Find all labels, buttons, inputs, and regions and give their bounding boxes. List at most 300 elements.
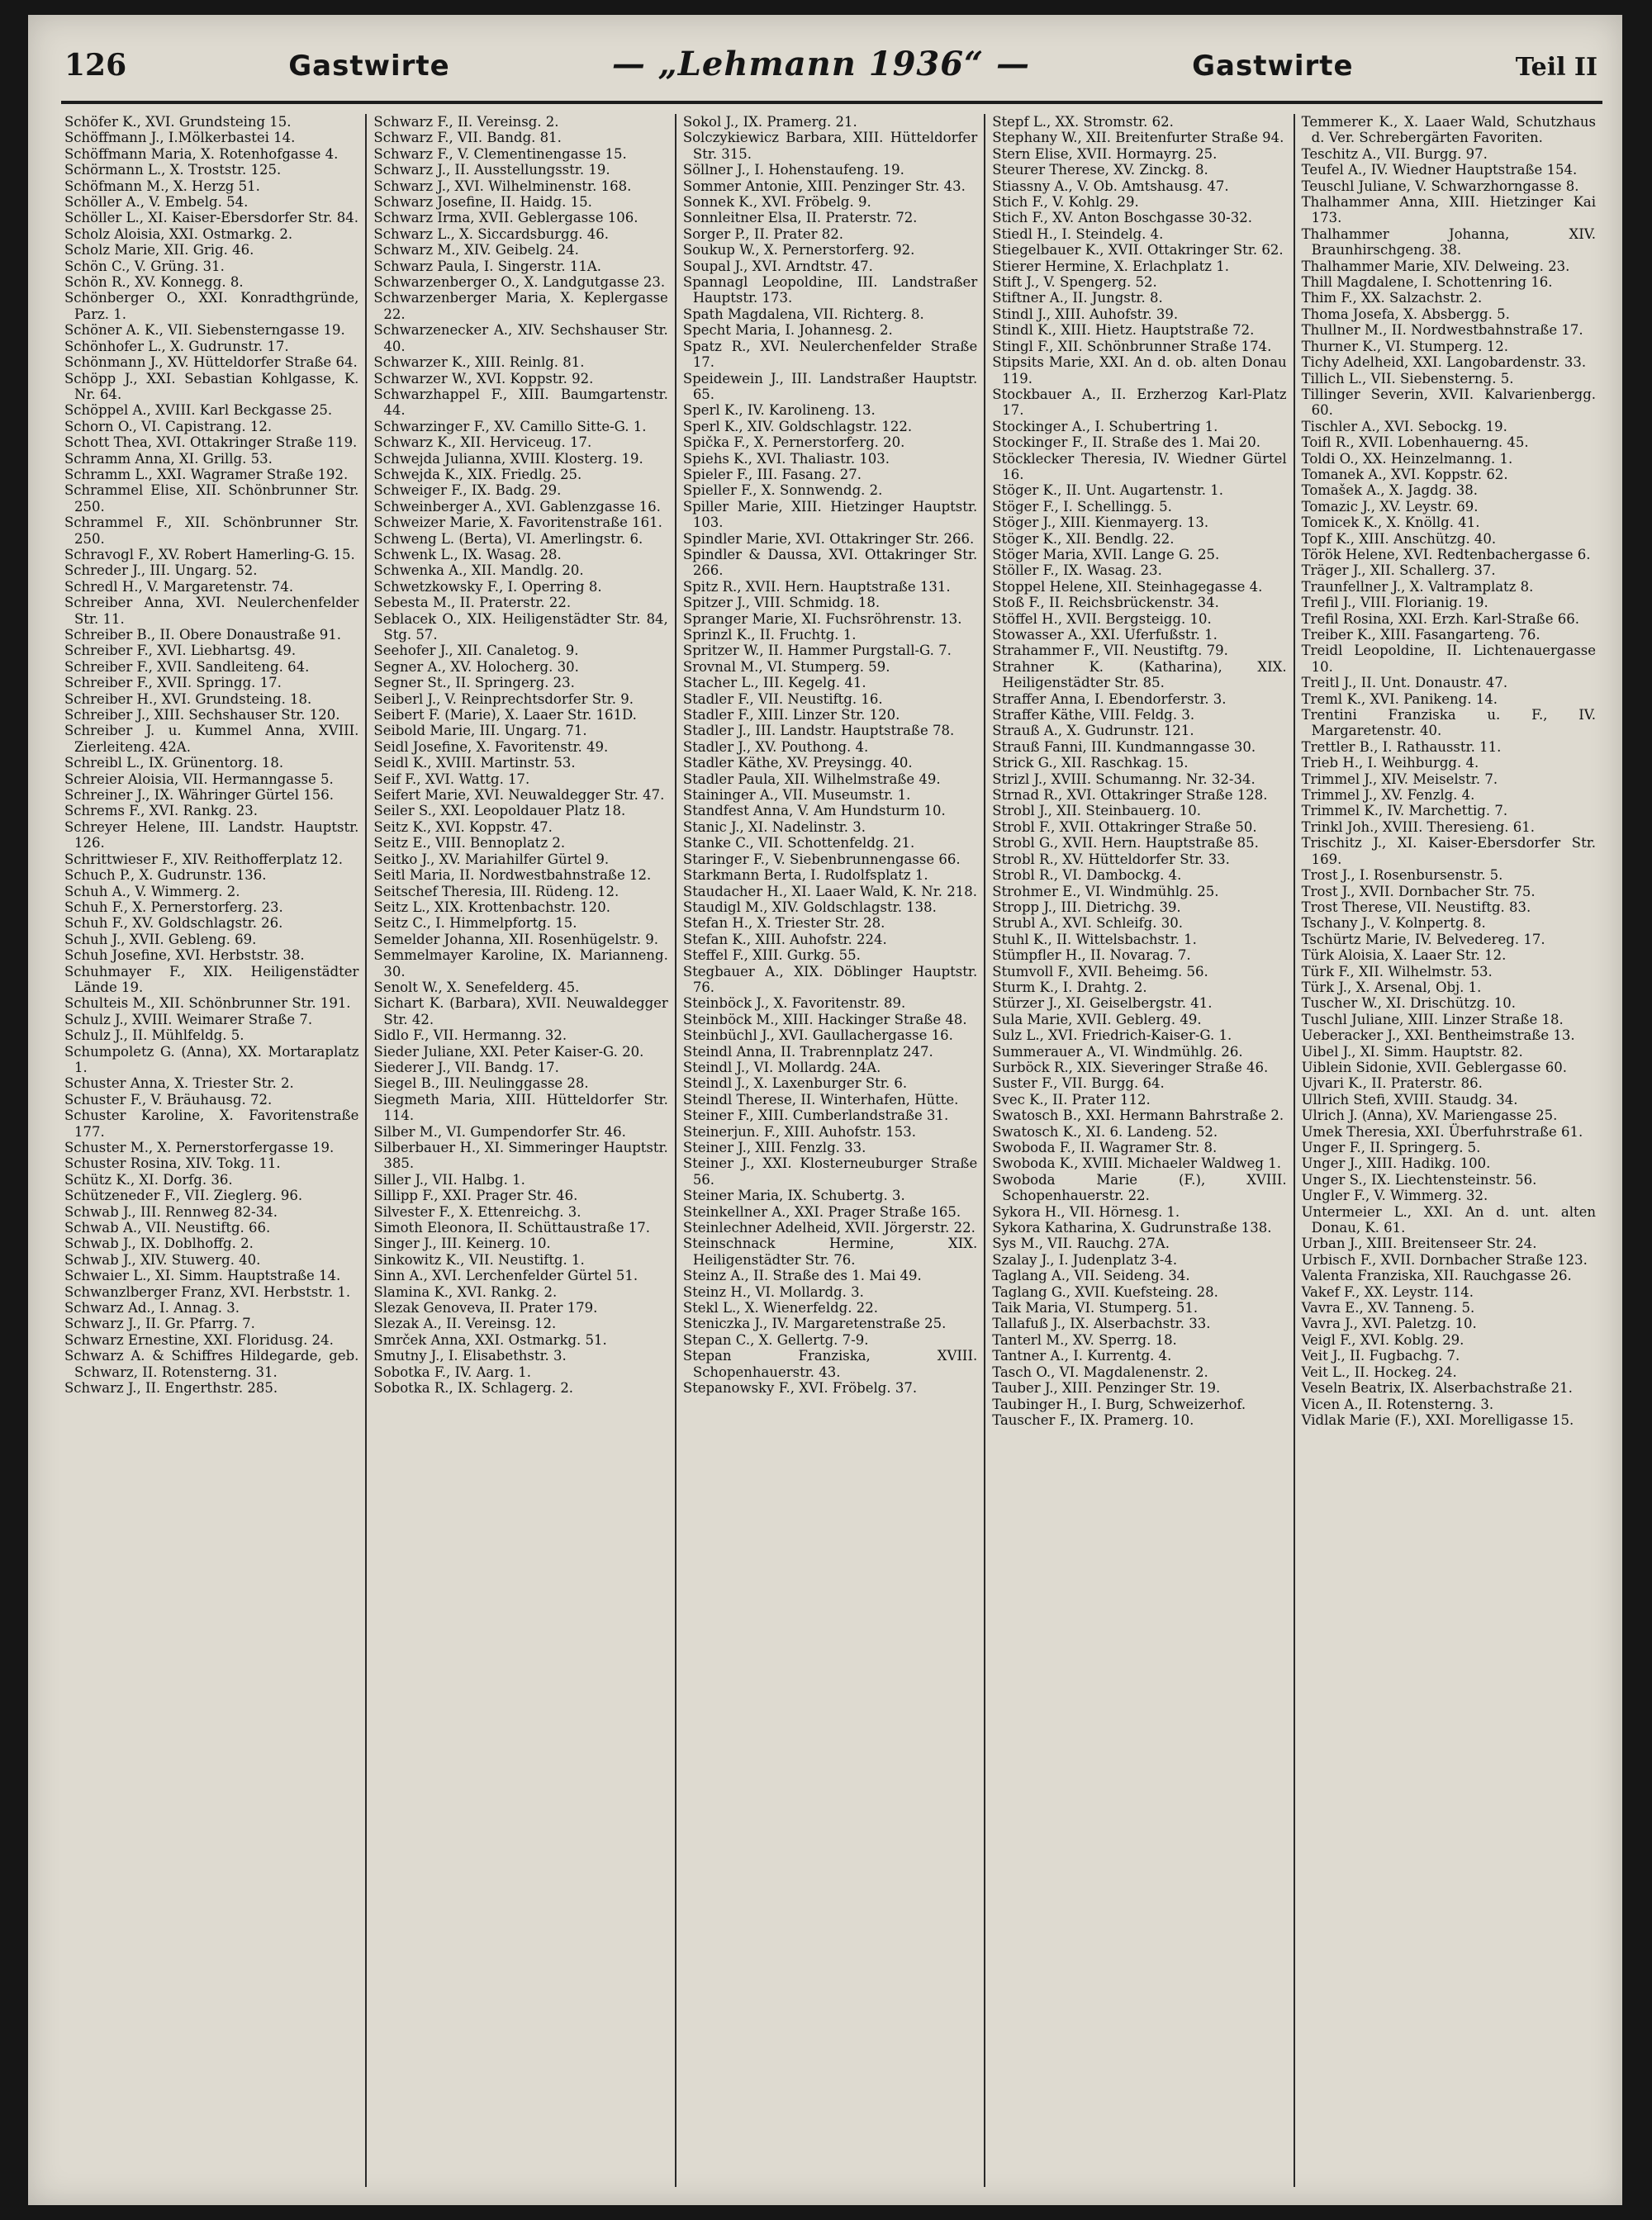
directory-entry: Urban J., XIII. Breitenseer Str. 24.: [1301, 1236, 1537, 1252]
directory-entry: Siederer J., VII. Bandg. 17.: [373, 1059, 559, 1075]
directory-entry: Sula Marie, XVII. Geblerg. 49.: [992, 1011, 1202, 1027]
directory-entry: Stockinger F., II. Straße des 1. Mai 20.: [992, 434, 1261, 451]
directory-entry: Spindler & Daussa, XVI. Ottakringer Str. 266.: [682, 546, 978, 579]
directory-entry: Stöger K., II. Unt. Augartenstr. 1.: [992, 482, 1224, 499]
directory-entry: Valenta Franziska, XII. Rauchgasse 26.: [1301, 1268, 1572, 1284]
directory-entry: Sichart K. (Barbara), XVII. Neuwaldegger Str. 42.: [373, 995, 668, 1027]
directory-entry: Trost J., XVII. Dornbacher Str. 75.: [1301, 883, 1536, 899]
directory-entry: Treitl J., II. Unt. Donaustr. 47.: [1301, 675, 1508, 691]
directory-entry: Scholz Marie, XII. Grig. 46.: [64, 242, 254, 259]
directory-entry: Stefan K., XIII. Auhofstr. 224.: [682, 931, 887, 947]
directory-entry: Schwab J., IX. Doblhoffg. 2.: [64, 1236, 254, 1252]
directory-entry: Schöner A. K., VII. Siebensterngasse 19.: [64, 322, 345, 339]
directory-entry: Schulteis M., XII. Schönbrunner Str. 191.: [64, 995, 351, 1012]
directory-entry: Stegbauer A., XIX. Döblinger Hauptstr. 76.: [682, 963, 978, 995]
directory-entry: Stoppel Helene, XII. Steinhagegasse 4.: [992, 578, 1263, 595]
directory-entry: Schreiber H., XVI. Grundsteing. 18.: [64, 690, 312, 707]
directory-columns: [64, 114, 1602, 2187]
directory-entry: Stuhl K., II. Wittelsbachstr. 1.: [992, 931, 1197, 947]
directory-entry: Schöffmann J., I.Mölkerbastei 14.: [64, 130, 296, 146]
directory-entry: Ujvari K., II. Praterstr. 86.: [1301, 1075, 1483, 1092]
directory-entry: Steniczka J., IV. Margaretenstraße 25.: [682, 1316, 947, 1332]
directory-entry: Schöffmann Maria, X. Rotenhofgasse 4.: [64, 145, 339, 162]
directory-entry: Stephany W., XII. Breitenfurter Straße 94.: [992, 130, 1284, 146]
directory-entry: Stropp J., III. Dietrichg. 39.: [992, 899, 1181, 915]
directory-entry: Schuster Karoline, X. Favoritenstraße 177.: [64, 1108, 359, 1140]
directory-entry: Standfest Anna, V. Am Hundsturm 10.: [682, 803, 946, 819]
directory-entry: Stoß F., II. Reichsbrückenstr. 34.: [992, 595, 1219, 611]
directory-entry: Senolt W., X. Senefelderg. 45.: [373, 979, 580, 995]
directory-entry: Strizl J., XVIII. Schumanng. Nr. 32-34.: [992, 771, 1256, 787]
directory-entry: Schwab J., XIV. Stuwerg. 40.: [64, 1251, 261, 1268]
directory-entry: Unger S., IX. Liechtensteinstr. 56.: [1301, 1171, 1537, 1188]
directory-entry: Schwenka A., XII. Mandlg. 20.: [373, 562, 584, 579]
directory-entry: Schreiber F., XVII. Springg. 17.: [64, 675, 282, 691]
directory-entry: Schuh F., X. Pernerstorferg. 23.: [64, 899, 283, 915]
directory-entry: Traunfellner J., X. Valtramplatz 8.: [1301, 578, 1534, 595]
directory-entry: Trefil J., VIII. Florianig. 19.: [1301, 595, 1488, 611]
directory-entry: Schwaier L., XI. Simm. Hauptstraße 14.: [64, 1268, 341, 1284]
directory-entry: Schwejda Julianna, XVIII. Klosterg. 19.: [373, 450, 643, 467]
directory-entry: Schweng L. (Berta), VI. Amerlingstr. 6.: [373, 530, 643, 547]
directory-entry: Stich F., V. Kohlg. 29.: [992, 194, 1139, 211]
directory-entry: Soupal J., XVI. Arndtstr. 47.: [682, 258, 873, 274]
directory-entry: Sommer Antonie, XIII. Penzinger Str. 43.: [682, 178, 966, 194]
directory-entry: Uibel J., XI. Simm. Hauptstr. 82.: [1301, 1043, 1523, 1060]
directory-entry: Schwarzenberger O., X. Landgutgasse 23.: [373, 274, 666, 291]
directory-entry: Schönhofer L., X. Gudrunstr. 17.: [64, 338, 289, 354]
directory-entry: Trimmel J., XIV. Meiselstr. 7.: [1301, 771, 1498, 787]
directory-entry: Schramm Anna, XI. Grillg. 53.: [64, 450, 273, 467]
directory-entry: Seitl Maria, II. Nordwestbahnstraße 12.: [373, 867, 652, 884]
directory-entry: Schwarz M., XIV. Geibelg. 24.: [373, 242, 579, 259]
directory-entry: Semmelmayer Karoline, IX. Marianneng. 30.: [373, 947, 668, 980]
directory-entry: Steinlechner Adelheid, XVII. Jörgerstr. 22.: [682, 1220, 976, 1236]
directory-entry: Steinz H., VI. Mollardg. 3.: [682, 1283, 864, 1300]
directory-entry: Schuster Rosina, XIV. Tokg. 11.: [64, 1155, 281, 1172]
directory-entry: Seibert F. (Marie), X. Laaer Str. 161D.: [373, 707, 637, 723]
directory-entry: Sonnek K., XVI. Fröbelg. 9.: [682, 194, 871, 211]
directory-entry: Tuscher W., XI. Drischützg. 10.: [1301, 995, 1517, 1012]
directory-entry: Söllner J., I. Hohenstaufeng. 19.: [682, 162, 904, 178]
directory-entry: Segner A., XV. Holocherg. 30.: [373, 658, 579, 675]
directory-entry: Urbisch F., XVII. Dornbacher Straße 123.: [1301, 1251, 1588, 1268]
directory-entry: Stadler Käthe, XV. Preysingg. 40.: [682, 755, 913, 771]
directory-entry: Steiner J., XIII. Fenzlg. 33.: [682, 1140, 866, 1155]
directory-entry: Ungler F., V. Wimmerg. 32.: [1301, 1188, 1488, 1204]
directory-entry: Thoma Josefa, X. Absbergg. 5.: [1301, 306, 1510, 322]
directory-entry: Thalhammer Marie, XIV. Delweing. 23.: [1301, 258, 1570, 274]
directory-entry: Schwarz F., II. Vereinsg. 2.: [373, 114, 559, 130]
directory-entry: Swoboda Marie (F.), XVIII. Schopenhauerstr. 22.: [992, 1171, 1287, 1204]
directory-entry: Stern Elise, XVII. Hormayrg. 25.: [992, 145, 1218, 162]
directory-entry: Sturm K., I. Drahtg. 2.: [992, 979, 1147, 995]
directory-entry: Sokol J., IX. Pramerg. 21.: [682, 114, 857, 130]
directory-entry: Trimmel K., IV. Marchettig. 7.: [1301, 803, 1508, 819]
directory-entry: Spranger Marie, XI. Fuchsröhrenstr. 13.: [682, 610, 962, 627]
directory-entry: Stiassny A., V. Ob. Amtshausg. 47.: [992, 178, 1229, 194]
directory-entry: Spatz R., XVI. Neulerchenfelder Straße 17.: [682, 338, 978, 371]
section-title-left: Gastwirte: [288, 50, 450, 83]
directory-entry: Trefil Rosina, XXI. Erzh. Karl-Straße 66.: [1301, 610, 1579, 627]
directory-entry: Schreiber Anna, XVI. Neulerchenfelder Str. 11.: [64, 595, 359, 627]
directory-entry: Stadler F., VII. Neustiftg. 16.: [682, 690, 883, 707]
directory-entry: Schreiner J., IX. Währinger Gürtel 156.: [64, 787, 335, 804]
directory-entry: Vidlak Marie (F.), XXI. Morelligasse 15.: [1301, 1411, 1574, 1428]
directory-page: [28, 15, 1622, 2205]
directory-entry: Sprinzl K., II. Fruchtg. 1.: [682, 627, 857, 643]
directory-entry: Stadler F., XIII. Linzer Str. 120.: [682, 707, 900, 723]
directory-entry: Stift J., V. Spengerg. 52.: [992, 274, 1157, 291]
directory-entry: Trentini Franziska u. F., IV. Margaretenstr. 40.: [1301, 707, 1597, 739]
directory-entry: Schrittwieser F., XIV. Reithofferplatz 12.: [64, 851, 344, 867]
directory-entry: Silvester F., X. Ettenreichg. 3.: [373, 1203, 582, 1220]
directory-entry: Stiftner A., II. Jungstr. 8.: [992, 290, 1163, 306]
directory-entry: Schwarz K., XII. Herviceug. 17.: [373, 434, 592, 451]
directory-entry: Steurer Therese, XV. Zinckg. 8.: [992, 162, 1208, 178]
directory-entry: Trost J., I. Rosenbursenstr. 5.: [1301, 867, 1503, 884]
directory-entry: Schwarz J., II. Gr. Pfarrg. 7.: [64, 1316, 255, 1332]
directory-entry: Smutny J., I. Elisabethstr. 3.: [373, 1348, 567, 1364]
directory-entry: Tuschl Juliane, XIII. Linzer Straße 18.: [1301, 1011, 1564, 1027]
directory-entry: Speidewein J., III. Landstraßer Hauptstr. 65.: [682, 370, 978, 402]
directory-entry: Slezak Genoveva, II. Prater 179.: [373, 1300, 598, 1316]
directory-entry: Thill Magdalene, I. Schottenring 16.: [1301, 274, 1553, 291]
directory-entry: Tomazic J., XV. Leystr. 69.: [1301, 498, 1479, 515]
directory-entry: Srovnal M., VI. Stumperg. 59.: [682, 658, 890, 675]
directory-entry: Swoboda F., II. Wagramer Str. 8.: [992, 1140, 1218, 1155]
directory-entry: Straffer Anna, I. Ebendorferstr. 3.: [992, 690, 1227, 707]
directory-entry: Schwarz F., VII. Bandg. 81.: [373, 130, 562, 146]
directory-entry: Schuster Anna, X. Triester Str. 2.: [64, 1075, 294, 1092]
directory-entry: Spiehs K., XVI. Thaliastr. 103.: [682, 450, 890, 467]
directory-entry: Toldi O., XX. Heinzelmanng. 1.: [1301, 450, 1513, 467]
directory-entry: Topf K., XIII. Anschützg. 40.: [1301, 530, 1497, 547]
directory-entry: Török Helene, XVI. Redtenbachergasse 6.: [1301, 546, 1591, 562]
directory-entry: Sperl K., IV. Karolineng. 13.: [682, 402, 876, 419]
column-1: [64, 114, 365, 2187]
directory-entry: Veigl F., XVI. Koblg. 29.: [1301, 1331, 1464, 1348]
directory-entry: Taglang A., VII. Seideng. 34.: [992, 1268, 1190, 1284]
directory-entry: Schredl H., V. Margaretenstr. 74.: [64, 578, 294, 595]
directory-entry: Schwarzinger F., XV. Camillo Sitte-G. 1.: [373, 418, 647, 434]
directory-entry: Surböck R., XIX. Sieveringer Straße 46.: [992, 1059, 1269, 1075]
directory-entry: Stadler J., III. Landstr. Hauptstraße 78.: [682, 723, 955, 739]
directory-entry: Strauß A., X. Gudrunstr. 121.: [992, 723, 1194, 739]
directory-entry: Teuschl Juliane, V. Schwarzhorngasse 8.: [1301, 178, 1579, 194]
directory-entry: Taubinger H., I. Burg, Schweizerhof.: [992, 1396, 1246, 1412]
directory-entry: Seiberl J., V. Reinprechtsdorfer Str. 9.: [373, 690, 634, 707]
directory-entry: Sobotka R., IX. Schlagerg. 2.: [373, 1380, 574, 1397]
directory-entry: Stefan H., X. Triester Str. 28.: [682, 915, 885, 932]
directory-entry: Seitz L., XIX. Krottenbachstr. 120.: [373, 899, 610, 915]
directory-entry: Szalay J., I. Judenplatz 3-4.: [992, 1251, 1178, 1268]
directory-entry: Steindl Therese, II. Winterhafen, Hütte.: [682, 1091, 959, 1108]
directory-entry: Stekl L., X. Wienerfeldg. 22.: [682, 1300, 878, 1316]
directory-entry: Schwab J., III. Rennweg 82-34.: [64, 1203, 278, 1220]
directory-entry: Svec K., II. Prater 112.: [992, 1091, 1151, 1108]
directory-entry: Schwejda K., XIX. Friedlg. 25.: [373, 466, 582, 482]
directory-entry: Tanterl M., XV. Sperrg. 18.: [992, 1331, 1177, 1348]
directory-entry: Schuster M., X. Pernerstorfergasse 19.: [64, 1140, 335, 1155]
page-number: 126: [64, 48, 127, 83]
directory-entry: Tasch O., VI. Magdalenenstr. 2.: [992, 1364, 1208, 1380]
directory-entry: Stiedl H., I. Steindelg. 4.: [992, 225, 1164, 242]
directory-entry: Schwarzenecker A., XIV. Sechshauser Str. 40.: [373, 322, 668, 354]
directory-entry: Smrček Anna, XXI. Ostmarkg. 51.: [373, 1331, 607, 1348]
directory-entry: Vicen A., II. Rotensterng. 3.: [1301, 1396, 1494, 1412]
directory-entry: Suster F., VII. Burgg. 64.: [992, 1075, 1165, 1092]
directory-entry: Schöfmann M., X. Herzg 51.: [64, 178, 260, 194]
directory-entry: Toifl R., XVII. Lobenhauerng. 45.: [1301, 434, 1529, 451]
directory-entry: Staringer F., V. Siebenbrunnengasse 66.: [682, 851, 961, 867]
directory-entry: Stowasser A., XXI. Uferfußstr. 1.: [992, 627, 1218, 643]
directory-entry: Schwetzkowsky F., I. Operring 8.: [373, 578, 602, 595]
directory-entry: Treml K., XVI. Panikeng. 14.: [1301, 690, 1498, 707]
directory-entry: Tauber J., XIII. Penzinger Str. 19.: [992, 1380, 1221, 1397]
directory-entry: Unger J., XIII. Hadikg. 100.: [1301, 1155, 1491, 1172]
directory-entry: Schramm L., XXI. Wagramer Straße 192.: [64, 466, 349, 482]
directory-entry: Strauß Fanni, III. Kundmanngasse 30.: [992, 738, 1256, 755]
directory-entry: Strobl F., XVII. Ottakringer Straße 50.: [992, 818, 1257, 835]
directory-entry: Schulz J., XVIII. Weimarer Straße 7.: [64, 1011, 313, 1027]
directory-entry: Spička F., X. Pernerstorferg. 20.: [682, 434, 905, 451]
directory-entry: Schwarz L., X. Siccardsburgg. 46.: [373, 225, 610, 242]
directory-entry: Schrems F., XVI. Rankg. 23.: [64, 803, 259, 819]
directory-entry: Strobl R., VI. Dambockg. 4.: [992, 867, 1182, 884]
directory-entry: Trettler B., I. Rathausstr. 11.: [1301, 738, 1502, 755]
directory-entry: Sulz L., XVI. Friedrich-Kaiser-G. 1.: [992, 1027, 1232, 1044]
directory-entry: Staudacher H., XI. Laaer Wald, K. Nr. 218.: [682, 883, 978, 899]
directory-entry: Teschitz A., VII. Burgg. 97.: [1301, 145, 1488, 162]
directory-entry: Thurner K., VI. Stumperg. 12.: [1301, 338, 1508, 354]
column-3: [675, 114, 984, 2187]
directory-entry: Tantner A., I. Kurrentg. 4.: [992, 1348, 1172, 1364]
directory-entry: Stöger J., XIII. Kienmayerg. 13.: [992, 515, 1209, 531]
directory-entry: Schorn O., VI. Capistrang. 12.: [64, 418, 273, 434]
directory-entry: Schwarz Ad., I. Annag. 3.: [64, 1300, 240, 1316]
column-4: [984, 114, 1293, 2187]
directory-entry: Schöller A., V. Embelg. 54.: [64, 194, 249, 211]
directory-entry: Schreiber J., XIII. Sechshauser Str. 120.: [64, 707, 340, 723]
directory-entry: Thalhammer Anna, XIII. Hietzinger Kai 173.: [1301, 194, 1597, 226]
directory-entry: Schwarzenberger Maria, X. Keplergasse 22.: [373, 290, 668, 322]
directory-entry: Stacher L., III. Kegelg. 41.: [682, 675, 866, 691]
directory-entry: Schön C., V. Grüng. 31.: [64, 258, 225, 274]
directory-entry: Stepf L., XX. Stromstr. 62.: [992, 114, 1174, 130]
directory-entry: Steinerjun. F., XIII. Auhofstr. 153.: [682, 1123, 916, 1140]
directory-entry: Schützeneder F., VII. Zieglerg. 96.: [64, 1188, 303, 1204]
directory-entry: Strobl J., XII. Steinbauerg. 10.: [992, 803, 1201, 819]
directory-entry: Temmerer K., X. Laaer Wald, Schutzhaus d. Ver. Schrebergärten Favoriten.: [1301, 114, 1597, 146]
directory-entry: Veseln Beatrix, IX. Alserbachstraße 21.: [1301, 1380, 1573, 1397]
directory-entry: Stöffel H., XVII. Bergsteigg. 10.: [992, 610, 1212, 627]
directory-entry: Swatosch B., XXI. Hermann Bahrstraße 2.: [992, 1108, 1284, 1124]
directory-entry: Stöcklecker Theresia, IV. Wiedner Gürtel 16.: [992, 450, 1287, 482]
directory-entry: Strahner K. (Katharina), XIX. Heiligenstädter Str. 85.: [992, 658, 1287, 691]
directory-entry: Schravogl F., XV. Robert Hamerling-G. 15.: [64, 546, 355, 562]
directory-entry: Schweiger F., IX. Badg. 29.: [373, 482, 562, 499]
directory-entry: Schuhmayer F., XIX. Heiligenstädter Lände 19.: [64, 963, 359, 995]
directory-entry: Schwarzhappel F., XIII. Baumgartenstr. 44.: [373, 386, 668, 419]
directory-entry: Schwenk L., IX. Wasag. 28.: [373, 546, 562, 562]
directory-entry: Stumvoll F., XVII. Beheimg. 56.: [992, 963, 1208, 980]
directory-entry: Schumpoletz G. (Anna), XX. Mortaraplatz 1.: [64, 1043, 359, 1075]
directory-entry: Tallafuß J., IX. Alserbachstr. 33.: [992, 1316, 1211, 1332]
directory-entry: Steiner J., XXI. Klosterneuburger Straße 56.: [682, 1155, 978, 1188]
page-header: [64, 45, 1597, 91]
part-label: Teil II: [1515, 53, 1597, 82]
directory-entry: Schreyer Helene, III. Landstr. Hauptstr. 126.: [64, 818, 359, 851]
directory-entry: Strobl G., XVII. Hern. Hauptstraße 85.: [992, 835, 1259, 851]
directory-entry: Seitz E., VIII. Bennoplatz 2.: [373, 835, 566, 851]
directory-entry: Spitz R., XVII. Hern. Hauptstraße 131.: [682, 578, 951, 595]
directory-entry: Schwarz F., V. Clementinengasse 15.: [373, 145, 627, 162]
directory-entry: Starkmann Berta, I. Rudolfsplatz 1.: [682, 867, 928, 884]
directory-entry: Schrammel F., XII. Schönbrunner Str. 250.: [64, 515, 359, 547]
directory-entry: Uiblein Sidonie, XVII. Geblergasse 60.: [1301, 1059, 1568, 1075]
directory-entry: Steindl J., VI. Mollardg. 24A.: [682, 1059, 881, 1075]
directory-entry: Sebesta M., II. Praterstr. 22.: [373, 595, 572, 611]
directory-entry: Stöger Maria, XVII. Lange G. 25.: [992, 546, 1220, 562]
directory-entry: Sieder Juliane, XXI. Peter Kaiser-G. 20.: [373, 1043, 644, 1060]
directory-entry: Vavra J., XVI. Paletzg. 10.: [1301, 1316, 1477, 1332]
directory-entry: Seidl K., XVIII. Martinstr. 53.: [373, 755, 576, 771]
directory-entry: Träger J., XII. Schallerg. 37.: [1301, 562, 1496, 579]
header-rule: [61, 101, 1602, 104]
directory-entry: Sorger P., II. Prater 82.: [682, 225, 844, 242]
directory-entry: Seehofer J., XII. Canaletog. 9.: [373, 643, 579, 659]
directory-entry: Schreiber F., XVII. Sandleiteng. 64.: [64, 658, 310, 675]
directory-entry: Spath Magdalena, VII. Richterg. 8.: [682, 306, 924, 322]
directory-entry: Schreier Aloisia, VII. Hermanngasse 5.: [64, 771, 334, 787]
directory-entry: Schöller L., XI. Kaiser-Ebersdorfer Str. 84.: [64, 210, 358, 226]
directory-entry: Türk J., X. Arsenal, Obj. 1.: [1301, 979, 1482, 995]
directory-entry: Ueberacker J., XXI. Bentheimstraße 13.: [1301, 1027, 1575, 1044]
directory-entry: Stepan C., X. Gellertg. 7-9.: [682, 1331, 869, 1348]
directory-entry: Schuch P., X. Gudrunstr. 136.: [64, 867, 267, 884]
directory-entry: Thalhammer Johanna, XIV. Braunhirschgeng. 38.: [1301, 225, 1597, 259]
directory-entry: Stindl K., XIII. Hietz. Hauptstraße 72.: [992, 322, 1255, 339]
directory-entry: Stürzer J., XI. Geiselbergstr. 41.: [992, 995, 1213, 1012]
directory-entry: Schuh F., XV. Goldschlagstr. 26.: [64, 915, 283, 932]
directory-entry: Trimmel J., XV. Fenzlg. 4.: [1301, 787, 1475, 804]
directory-entry: Schwarzer K., XIII. Reinlg. 81.: [373, 354, 585, 371]
directory-entry: Spiller Marie, XIII. Hietzinger Hauptstr. 103.: [682, 498, 978, 531]
directory-entry: Stadler Paula, XII. Wilhelmstraße 49.: [682, 771, 941, 787]
directory-entry: Steinschnack Hermine, XIX. Heiligenstädter Str. 76.: [682, 1236, 978, 1268]
directory-entry: Seibold Marie, III. Ungarg. 71.: [373, 723, 587, 739]
directory-entry: Sobotka F., IV. Aarg. 1.: [373, 1364, 531, 1380]
directory-entry: Scholz Aloisia, XXI. Ostmarkg. 2.: [64, 225, 293, 242]
directory-entry: Stümpfler H., II. Novarag. 7.: [992, 947, 1191, 964]
directory-entry: Schweizer Marie, X. Favoritenstraße 161.: [373, 515, 662, 531]
directory-entry: Steiner Maria, IX. Schubertg. 3.: [682, 1188, 905, 1204]
directory-entry: Veit J., II. Fugbachg. 7.: [1301, 1348, 1460, 1364]
directory-entry: Stepanowsky F., XVI. Fröbelg. 37.: [682, 1380, 918, 1397]
directory-entry: Sidlo F., VII. Hermanng. 32.: [373, 1027, 567, 1044]
directory-entry: Swoboda K., XVIII. Michaeler Waldweg 1.: [992, 1155, 1281, 1172]
directory-entry: Tillinger Severin, XVII. Kalvarienbergg. 60.: [1301, 386, 1597, 419]
directory-entry: Summerauer A., VI. Windmühlg. 26.: [992, 1043, 1243, 1060]
directory-entry: Schönmann J., XV. Hütteldorfer Straße 64.: [64, 354, 358, 371]
directory-entry: Sykora H., VII. Hörnesg. 1.: [992, 1203, 1180, 1220]
directory-entry: Staudigl M., XIV. Goldschlagstr. 138.: [682, 899, 937, 915]
directory-entry: Tischler A., XVI. Sebockg. 19.: [1301, 418, 1507, 434]
directory-entry: Staininger A., VII. Museumstr. 1.: [682, 787, 911, 804]
directory-entry: Schwarz J., II. Engerthstr. 285.: [64, 1380, 278, 1397]
directory-entry: Schwab A., VII. Neustiftg. 66.: [64, 1220, 271, 1236]
directory-entry: Schuster F., V. Bräuhausg. 72.: [64, 1091, 273, 1108]
directory-entry: Trinkl Joh., XVIII. Theresieng. 61.: [1301, 818, 1536, 835]
directory-entry: Stanic J., XI. Nadelinstr. 3.: [682, 818, 866, 835]
directory-entry: Schwarzer W., XVI. Koppstr. 92.: [373, 370, 594, 387]
directory-entry: Steindl J., X. Laxenburger Str. 6.: [682, 1075, 908, 1092]
directory-entry: Schöfer K., XVI. Grundsteing 15.: [64, 114, 292, 130]
directory-entry: Strnad R., XVI. Ottakringer Straße 128.: [992, 787, 1268, 804]
directory-entry: Untermeier L., XXI. An d. unt. alten Donau, K. 61.: [1301, 1203, 1597, 1236]
directory-entry: Sillipp F., XXI. Prager Str. 46.: [373, 1188, 578, 1204]
directory-entry: Siegmeth Maria, XIII. Hütteldorfer Str. 114.: [373, 1091, 668, 1124]
directory-entry: Specht Maria, I. Johannesg. 2.: [682, 322, 893, 339]
directory-entry: Seitschef Theresia, III. Rüdeng. 12.: [373, 883, 620, 899]
directory-entry: Seitko J., XV. Mariahilfer Gürtel 9.: [373, 851, 610, 867]
column-5: [1294, 114, 1602, 2187]
directory-entry: Schwarz Ernestine, XXI. Floridusg. 24.: [64, 1331, 334, 1348]
directory-entry: Sinkowitz K., VII. Neustiftg. 1.: [373, 1251, 585, 1268]
directory-entry: Sinn A., XVI. Lerchenfelder Gürtel 51.: [373, 1268, 638, 1284]
directory-entry: Steinböck M., XIII. Hackinger Straße 48.: [682, 1011, 967, 1027]
directory-entry: Tomicek K., X. Knöllg. 41.: [1301, 515, 1480, 531]
directory-entry: Schwarz J., II. Ausstellungsstr. 19.: [373, 162, 610, 178]
directory-entry: Vavra E., XV. Tanneng. 5.: [1301, 1300, 1475, 1316]
directory-entry: Strick G., XII. Raschkag. 15.: [992, 755, 1189, 771]
directory-entry: Taik Maria, VI. Stumperg. 51.: [992, 1300, 1199, 1316]
directory-entry: Slamina K., XVI. Rankg. 2.: [373, 1283, 558, 1300]
directory-entry: Swatosch K., XI. 6. Landeng. 52.: [992, 1123, 1218, 1140]
directory-entry: Spieler F., III. Fasang. 27.: [682, 466, 862, 482]
directory-entry: Seidl Josefine, X. Favoritenstr. 49.: [373, 738, 609, 755]
directory-entry: Stockinger A., I. Schubertring 1.: [992, 418, 1218, 434]
directory-entry: Türk F., XII. Wilhelmstr. 53.: [1301, 963, 1493, 980]
directory-entry: Tomašek A., X. Jagdg. 38.: [1301, 482, 1478, 499]
directory-entry: Sonnleitner Elsa, II. Praterstr. 72.: [682, 210, 918, 226]
directory-entry: Stepan Franziska, XVIII. Schopenhauerstr. 43.: [682, 1348, 978, 1380]
publication-title: — „Lehmann 1936“ —: [611, 45, 1031, 83]
directory-entry: Schreder J., III. Ungarg. 52.: [64, 562, 258, 579]
directory-entry: Schwarz Paula, I. Singerstr. 11A.: [373, 258, 602, 274]
directory-entry: Seitz C., I. Himmelpfortg. 15.: [373, 915, 577, 932]
directory-entry: Tomanek A., XVI. Koppstr. 62.: [1301, 466, 1508, 482]
directory-entry: Tichy Adelheid, XXI. Langobardenstr. 33.: [1301, 354, 1587, 371]
directory-entry: Strobl R., XV. Hütteldorfer Str. 33.: [992, 851, 1230, 867]
directory-entry: Tillich L., VII. Siebensterng. 5.: [1301, 370, 1514, 387]
directory-entry: Schulz J., II. Mühlfeldg. 5.: [64, 1027, 244, 1044]
directory-entry: Schreiber J. u. Kummel Anna, XVIII. Zierleiteng. 42A.: [64, 723, 359, 755]
directory-entry: Schweinberger A., XVI. Gablenzgasse 16.: [373, 498, 661, 515]
directory-entry: Spannagl Leopoldine, III. Landstraßer Hauptstr. 173.: [682, 274, 978, 306]
directory-entry: Schütz K., XI. Dorfg. 36.: [64, 1171, 233, 1188]
directory-entry: Schreiber F., XVI. Liebhartsg. 49.: [64, 643, 297, 659]
directory-entry: Trieb H., I. Weihburgg. 4.: [1301, 755, 1479, 771]
directory-entry: Schönberger O., XXI. Konradthgründe, Parz. 1.: [64, 290, 359, 322]
directory-entry: Siller J., VII. Halbg. 1.: [373, 1171, 525, 1188]
directory-entry: Schuh J., XVII. Gebleng. 69.: [64, 931, 257, 947]
directory-entry: Steinz A., II. Straße des 1. Mai 49.: [682, 1268, 922, 1284]
directory-entry: Veit L., II. Hockeg. 24.: [1301, 1364, 1457, 1380]
directory-entry: Schön R., XV. Konnegg. 8.: [64, 274, 244, 291]
directory-entry: Seiler S., XXI. Leopoldauer Platz 18.: [373, 803, 626, 819]
